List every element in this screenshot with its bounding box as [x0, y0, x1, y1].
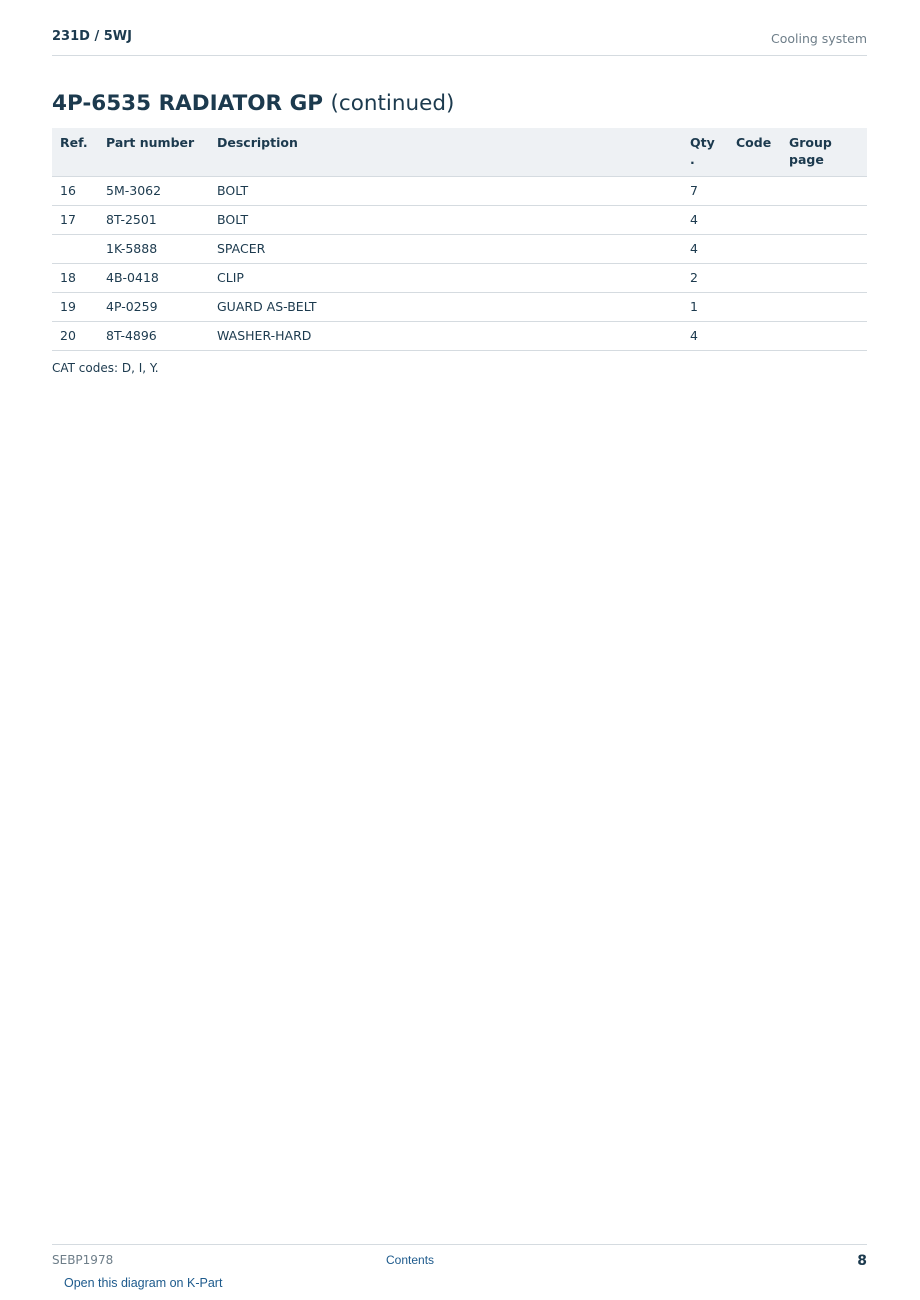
contents-link[interactable]: Contents	[386, 1253, 435, 1267]
cell-part-number: 5M-3062	[98, 177, 209, 206]
cell-code	[728, 235, 781, 264]
cell-group-page	[781, 293, 867, 322]
page-number: 8	[857, 1253, 867, 1269]
header-group-page	[781, 128, 867, 177]
cell-group-page	[781, 264, 867, 293]
model-label: 231D / 5WJ	[52, 29, 132, 44]
cell-qty: 7	[682, 177, 728, 206]
header-qty	[682, 128, 728, 177]
cell-code	[728, 206, 781, 235]
cell-ref: 17	[52, 206, 98, 235]
cell-part-number: 8T-4896	[98, 322, 209, 351]
header-group-line2: page	[789, 152, 824, 167]
cell-code	[728, 322, 781, 351]
cell-code	[728, 293, 781, 322]
cell-qty: 4	[682, 235, 728, 264]
cell-part-number: 4B-0418	[98, 264, 209, 293]
cell-description: CLIP	[209, 264, 682, 293]
header-code: Code	[728, 128, 781, 177]
header-description: Description	[209, 128, 682, 177]
table-row	[52, 206, 867, 235]
cell-group-page	[781, 322, 867, 351]
cell-qty: 4	[682, 206, 728, 235]
parts-table	[52, 128, 867, 351]
cell-group-page	[781, 206, 867, 235]
cell-code	[728, 264, 781, 293]
table-row	[52, 264, 867, 293]
header-qty-line1: Qty	[690, 135, 715, 150]
table-row	[52, 322, 867, 351]
cell-part-number: 4P-0259	[98, 293, 209, 322]
cell-group-page	[781, 177, 867, 206]
cell-code	[728, 177, 781, 206]
cell-description: WASHER-HARD	[209, 322, 682, 351]
table-row	[52, 177, 867, 206]
header-part-number: Part number	[98, 128, 209, 177]
cell-qty: 2	[682, 264, 728, 293]
cell-group-page	[781, 235, 867, 264]
table-header-row	[52, 128, 867, 177]
cell-ref	[52, 235, 98, 264]
cell-description: BOLT	[209, 206, 682, 235]
cell-part-number: 8T-2501	[98, 206, 209, 235]
cell-description: SPACER	[209, 235, 682, 264]
title-part: 4P-6535 RADIATOR GP	[52, 91, 323, 116]
section-label: Cooling system	[771, 31, 867, 46]
cell-part-number: 1K-5888	[98, 235, 209, 264]
cell-qty: 4	[682, 322, 728, 351]
cell-ref: 19	[52, 293, 98, 322]
table-row	[52, 235, 867, 264]
cell-description: GUARD AS-BELT	[209, 293, 682, 322]
cat-codes-note: CAT codes: D, I, Y.	[52, 361, 159, 375]
open-kpart-link[interactable]: Open this diagram on K-Part	[64, 1276, 223, 1290]
cell-ref: 20	[52, 322, 98, 351]
cell-qty: 1	[682, 293, 728, 322]
header-ref: Ref.	[52, 128, 98, 177]
cell-ref: 18	[52, 264, 98, 293]
page-title	[52, 90, 454, 118]
page-footer	[52, 1244, 867, 1272]
title-suffix: (continued)	[330, 91, 455, 116]
cell-description: BOLT	[209, 177, 682, 206]
document-id: SEBP1978	[52, 1253, 114, 1267]
page-header	[52, 28, 867, 56]
header-group-line1: Group	[789, 135, 832, 150]
table-row	[52, 293, 867, 322]
cell-ref: 16	[52, 177, 98, 206]
header-qty-line2: .	[690, 152, 695, 167]
